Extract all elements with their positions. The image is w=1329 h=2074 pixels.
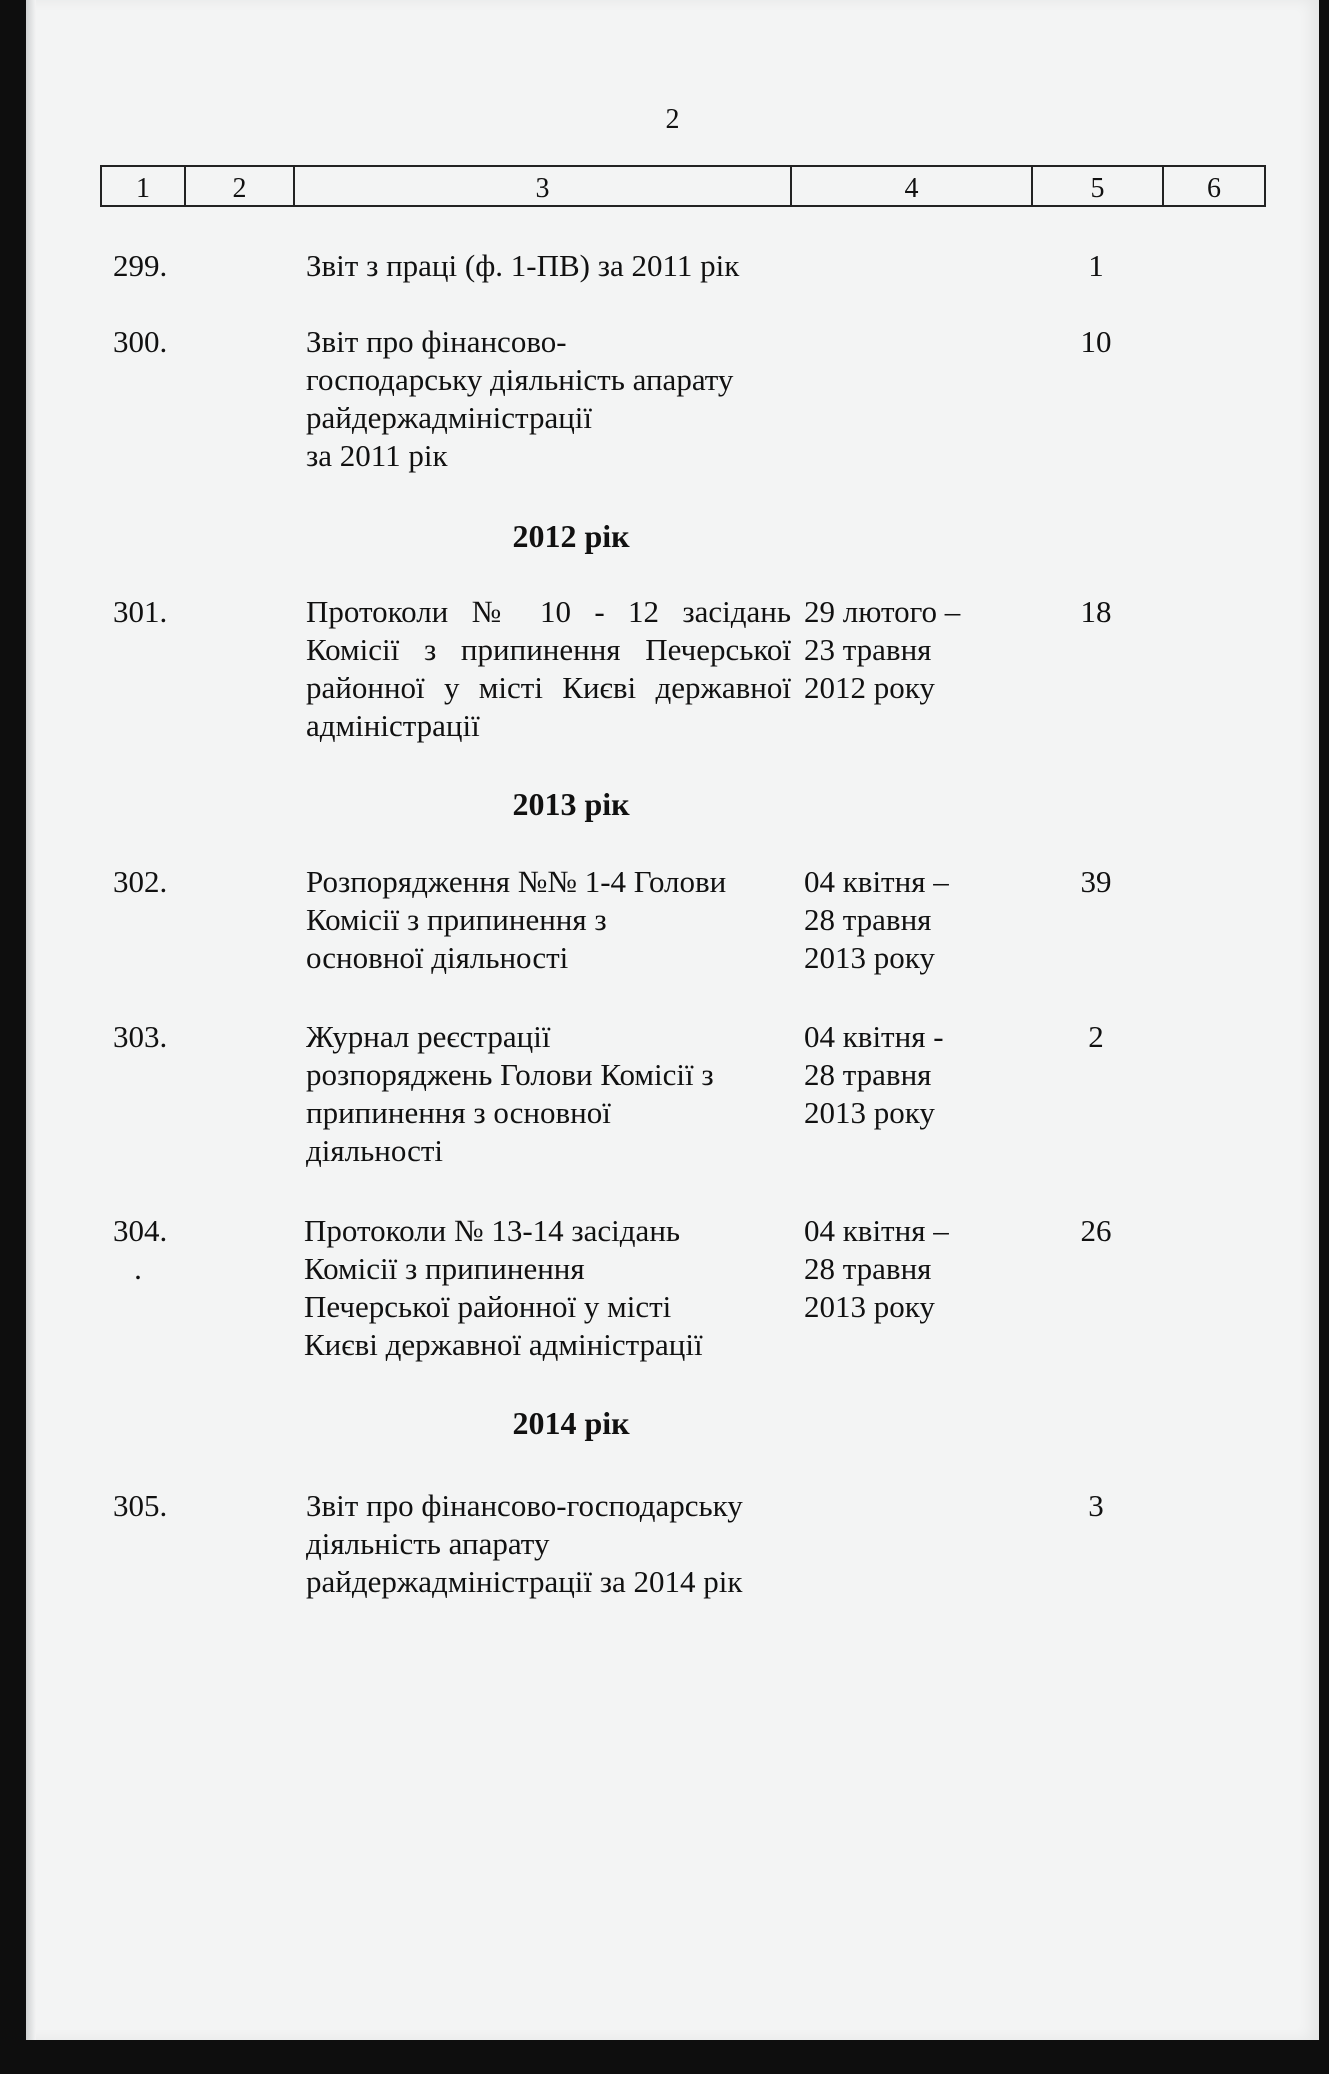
- item-number: 302.: [113, 864, 168, 899]
- item-count: 3: [1088, 1488, 1104, 1523]
- item-title: Протоколи № 13-14 засідань Комісії з припинення Печерської районної у місті Києві державної адміністрації: [304, 1213, 703, 1362]
- item-title: Звіт про фінансово- господарську діяльність апарату райдержадміністрації за 2011 рік: [306, 324, 734, 473]
- column-header-2: 2: [185, 166, 294, 206]
- item-number-suffix: .: [134, 1251, 142, 1286]
- column-header-6: 6: [1163, 166, 1265, 206]
- item-count: 2: [1088, 1019, 1104, 1054]
- year-heading-2013: 2013 рік: [512, 786, 630, 822]
- item-count: 26: [1080, 1213, 1112, 1248]
- year-heading-2014: 2014 рік: [512, 1405, 630, 1441]
- item-dates: 04 квітня - 28 травня 2013 року: [804, 1019, 944, 1130]
- year-heading-2012: 2012 рік: [512, 518, 630, 554]
- item-number: 301.: [113, 594, 168, 629]
- item-title: Розпорядження №№ 1-4 Голови Комісії з припинення з основної діяльності: [306, 864, 727, 975]
- item-dates: 29 лютого – 23 травня 2012 року: [804, 594, 961, 705]
- item-number: 299.: [113, 248, 168, 283]
- item-number: [113, 1212, 167, 1288]
- page-binding-edge: [26, 0, 36, 2040]
- item-dates: 04 квітня – 28 травня 2013 року: [804, 1213, 949, 1324]
- item-count: 1: [1088, 248, 1104, 283]
- page-number: 2: [665, 104, 680, 135]
- item-dates: 04 квітня – 28 травня 2013 року: [804, 864, 949, 975]
- column-header-table: [100, 165, 1266, 207]
- column-header-3: 3: [294, 166, 791, 206]
- column-header-5: 5: [1032, 166, 1163, 206]
- item-number: 305.: [113, 1488, 168, 1523]
- item-number: 303.: [113, 1019, 168, 1054]
- column-header-1: 1: [101, 166, 185, 206]
- item-title: Звіт про фінансово-господарську діяльність апарату райдержадміністрації за 2014 рік: [306, 1488, 743, 1599]
- item-title: Протоколи № 10 - 12 засідань Комісії з припинення Печерської районної у місті Києві державної адміністрації: [306, 594, 791, 743]
- item-number: 300.: [113, 324, 168, 359]
- item-title: Звіт з праці (ф. 1-ПВ) за 2011 рік: [306, 248, 740, 283]
- item-count: 18: [1080, 594, 1112, 629]
- item-number-text: 304.: [113, 1213, 168, 1248]
- column-header-4: 4: [791, 166, 1032, 206]
- item-count: 10: [1080, 324, 1112, 359]
- document-page: [26, 0, 1319, 2040]
- item-count: 39: [1080, 864, 1112, 899]
- item-title: Журнал реєстрації розпоряджень Голови Комісії з припинення з основної діяльності: [306, 1019, 714, 1168]
